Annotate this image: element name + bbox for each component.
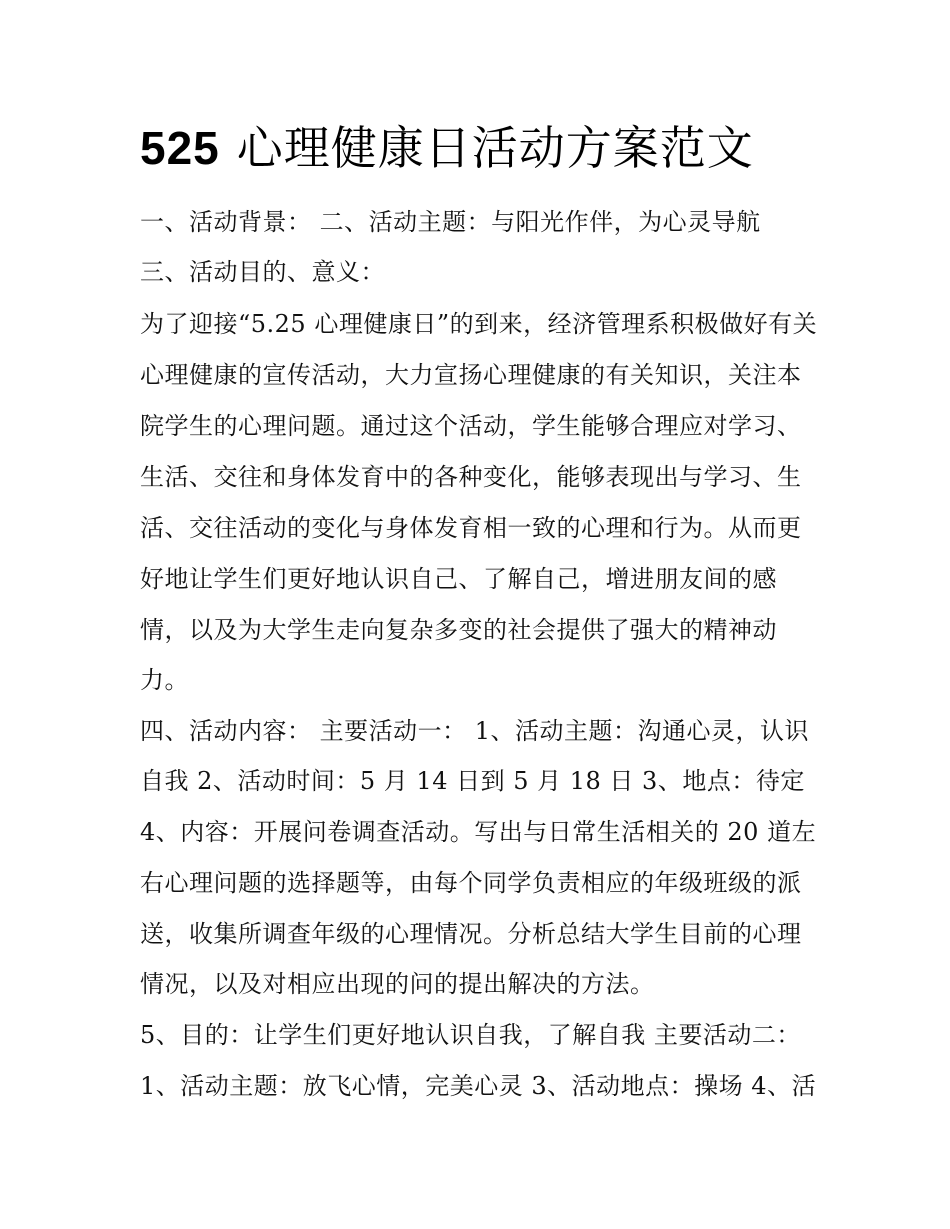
text-line: 好地让学生们更好地认识自己、了解自己，增进朋友间的感 bbox=[140, 565, 777, 593]
text-line: 右心理问题的选择题等，由每个同学负责相应的年级班级的派 bbox=[140, 869, 802, 897]
text-line: 活、交往活动的变化与身体发育相一致的心理和行为。从而更 bbox=[140, 514, 802, 542]
title-number: 525 bbox=[140, 122, 220, 174]
text-line: 情况，以及对相应出现的问的提出解决的方法。 bbox=[140, 970, 655, 998]
document-title bbox=[140, 116, 754, 180]
text-line: 心理健康的宣传活动，大力宣扬心理健康的有关知识，关注本 bbox=[140, 361, 802, 389]
text-line: 力。 bbox=[140, 666, 189, 694]
text-line: 自我 2、活动时间：5 月 14 日到 5 月 18 日 3、地点：待定 bbox=[140, 767, 805, 795]
text-line: 送，收集所调查年级的心理情况。分析总结大学生目前的心理 bbox=[140, 920, 802, 948]
text-line: 院学生的心理问题。通过这个活动，学生能够合理应对学习、 bbox=[140, 412, 802, 440]
text-line: 生活、交往和身体发育中的各种变化，能够表现出与学习、生 bbox=[140, 463, 802, 491]
text-line: 情，以及为大学生走向复杂多变的社会提供了强大的精神动 bbox=[140, 616, 777, 644]
text-line: 四、活动内容： 主要活动一： 1、活动主题：沟通心灵，认识 bbox=[140, 717, 810, 745]
text-line: 三、活动目的、意义： bbox=[140, 258, 385, 286]
title-text: 心理健康日活动方案范文 bbox=[236, 121, 754, 175]
text-line: 一、活动背景： 二、活动主题：与阳光作伴，为心灵导航 bbox=[140, 208, 761, 236]
text-line: 4、内容：开展问卷调查活动。写出与日常生活相关的 20 道左 bbox=[140, 818, 817, 846]
text-line: 1、活动主题：放飞心情，完美心灵 3、活动地点：操场 4、活 bbox=[140, 1072, 817, 1100]
text-line: 为了迎接“5.25 心理健康日”的到来，经济管理系积极做好有关 bbox=[140, 310, 818, 338]
text-line: 5、目的：让学生们更好地认识自我，了解自我 主要活动二： bbox=[140, 1021, 801, 1049]
